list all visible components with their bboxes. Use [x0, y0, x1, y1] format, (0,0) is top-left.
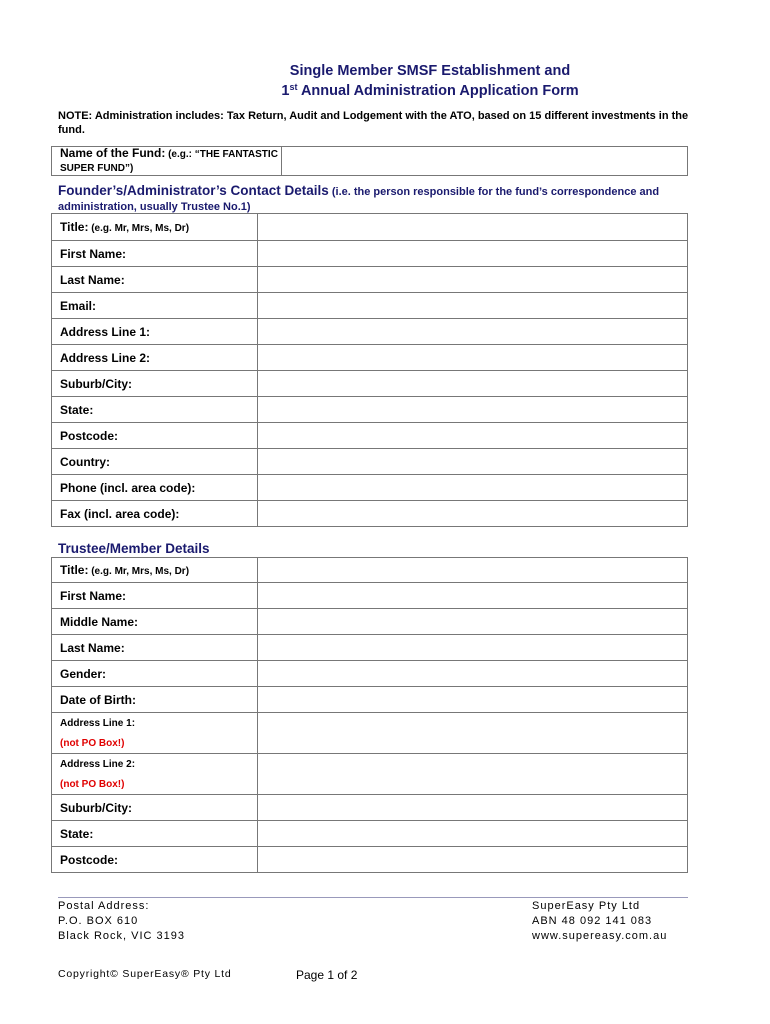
trustee-title-label: Title: (e.g. Mr, Mrs, Ms, Dr): [52, 558, 258, 583]
trustee-dob-label: Date of Birth:: [52, 687, 258, 713]
trustee-gender-field[interactable]: [258, 661, 688, 687]
fund-name-hint: (e.g.: “THE FANTASTIC SUPER FUND”): [60, 149, 278, 174]
founder-title-field[interactable]: [258, 214, 688, 241]
founder-country-label: Country:: [52, 449, 258, 475]
form-title-line1: Single Member SMSF Establishment and: [289, 63, 571, 79]
founder-first-name-label: First Name:: [52, 241, 258, 267]
copyright-notice: Copyright© SuperEasy® Pty Ltd: [58, 968, 232, 980]
founder-address1-label: Address Line 1:: [52, 319, 258, 345]
footer-divider: [58, 897, 688, 898]
trustee-section-heading: Trustee/Member Details: [58, 541, 210, 556]
trustee-gender-label: Gender:: [52, 661, 258, 687]
not-po-box-warning: (not PO Box!): [60, 779, 125, 790]
founder-fax-label: Fax (incl. area code):: [52, 501, 258, 527]
trustee-address2-label: Address Line 2: (not PO Box!): [52, 754, 258, 795]
trustee-middle-name-label: Middle Name:: [52, 609, 258, 635]
founder-phone-field[interactable]: [258, 475, 688, 501]
founder-postcode-field[interactable]: [258, 423, 688, 449]
founder-section-heading: Founder’s/Administrator’s Contact Details (i.e. the person responsible for the fund’s correspondence and administration, usually Trustee No.1): [58, 183, 660, 213]
fund-name-label: Name of the Fund: (e.g.: “THE FANTASTIC SUPER FUND”): [52, 147, 282, 176]
trustee-dob-field[interactable]: [258, 687, 688, 713]
trustee-suburb-field[interactable]: [258, 795, 688, 821]
founder-suburb-field[interactable]: [258, 371, 688, 397]
trustee-address1-field[interactable]: [258, 713, 688, 754]
founder-email-label: Email:: [52, 293, 258, 319]
title-ordinal-suffix: st: [289, 82, 298, 92]
trustee-title-field[interactable]: [258, 558, 688, 583]
postal-address-label: Postal Address:: [58, 900, 150, 912]
suburb-state-postcode: Black Rock, VIC 3193: [58, 930, 185, 942]
founder-state-label: State:: [52, 397, 258, 423]
founder-email-field[interactable]: [258, 293, 688, 319]
founder-first-name-field[interactable]: [258, 241, 688, 267]
founder-suburb-label: Suburb/City:: [52, 371, 258, 397]
founder-heading-note: (i.e. the person responsible for the fund’s correspondence and administration, usually Trustee No.1): [58, 186, 660, 213]
administration-note: NOTE: Administration includes: Tax Return, Audit and Lodgement with the ATO, based on 15 different investments in the fund.: [58, 110, 689, 136]
trustee-middle-name-field[interactable]: [258, 609, 688, 635]
page-number: Page 1 of 2: [296, 968, 358, 982]
trustee-first-name-label: First Name:: [52, 583, 258, 609]
founder-fax-field[interactable]: [258, 501, 688, 527]
company-website: www.supereasy.com.au: [532, 930, 668, 942]
fund-name-table: [51, 146, 688, 176]
founder-last-name-field[interactable]: [258, 267, 688, 293]
founder-address1-field[interactable]: [258, 319, 688, 345]
trustee-suburb-label: Suburb/City:: [52, 795, 258, 821]
trustee-first-name-field[interactable]: [258, 583, 688, 609]
founder-address2-label: Address Line 2:: [52, 345, 258, 371]
not-po-box-warning: (not PO Box!): [60, 738, 125, 749]
trustee-last-name-label: Last Name:: [52, 635, 258, 661]
form-title-line2: [0, 79, 770, 100]
trustee-state-field[interactable]: [258, 821, 688, 847]
trustee-postcode-field[interactable]: [258, 847, 688, 873]
founder-phone-label: Phone (incl. area code):: [52, 475, 258, 501]
trustee-state-label: State:: [52, 821, 258, 847]
company-abn: ABN 48 092 141 083: [532, 915, 653, 927]
trustee-address2-field[interactable]: [258, 754, 688, 795]
founder-title-label: Title: (e.g. Mr, Mrs, Ms, Dr): [52, 214, 258, 241]
founder-address2-field[interactable]: [258, 345, 688, 371]
fund-name-field[interactable]: [282, 147, 688, 176]
title-ordinal: 1: [281, 83, 290, 99]
trustee-last-name-field[interactable]: [258, 635, 688, 661]
po-box: P.O. BOX 610: [58, 915, 139, 927]
trustee-address1-label: Address Line 1: (not PO Box!): [52, 713, 258, 754]
postal-address-block: [58, 899, 185, 944]
trustee-postcode-label: Postcode:: [52, 847, 258, 873]
title-line2-text: Annual Administration Application Form: [297, 83, 579, 99]
founder-state-field[interactable]: [258, 397, 688, 423]
founder-postcode-label: Postcode:: [52, 423, 258, 449]
company-details-block: [532, 899, 667, 944]
founder-details-table: [51, 213, 688, 527]
trustee-details-table: [51, 557, 688, 873]
founder-last-name-label: Last Name:: [52, 267, 258, 293]
company-name: SuperEasy Pty Ltd: [532, 900, 641, 912]
founder-country-field[interactable]: [258, 449, 688, 475]
